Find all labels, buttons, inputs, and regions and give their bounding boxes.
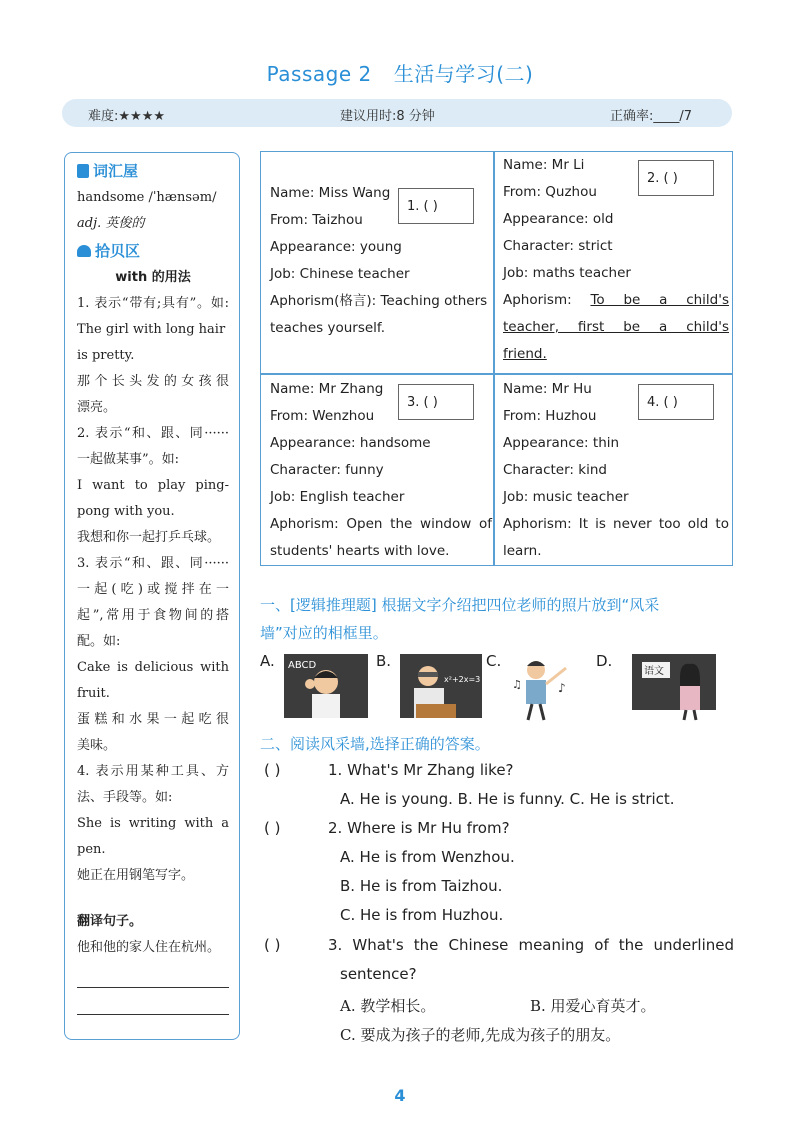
card-line-underlined: friend.: [503, 346, 547, 362]
picture-a[interactable]: [260, 652, 372, 722]
usage-line: 配。如:: [77, 634, 121, 649]
usage-line: Cake is delicious with: [77, 660, 229, 675]
card-line: Job: Chinese teacher: [270, 266, 410, 282]
teacher-photo-c: [508, 652, 578, 722]
usage-line: 4. 表示用某种工具、方: [77, 764, 229, 779]
page-number: 4: [394, 1086, 406, 1105]
card-line: Name: Mr Li: [503, 157, 585, 173]
shell-icon: [77, 245, 91, 257]
photo-frame-4[interactable]: 4. ( ): [638, 384, 714, 420]
question-3-option-a: A. 教学相长。: [340, 997, 436, 1015]
card-line-underlined: teacher, first be a child's: [503, 319, 729, 335]
info-bar: [62, 99, 732, 127]
svg-text:♪: ♪: [558, 681, 566, 695]
picture-c[interactable]: [486, 652, 586, 722]
question-2-option-c: C. He is from Huzhou.: [340, 906, 504, 924]
usage-line: 蛋糕和水果一起吃很: [77, 712, 229, 727]
picture-label: C.: [486, 652, 502, 670]
card-line: Job: maths teacher: [503, 265, 631, 281]
answer-paren-q1[interactable]: ( ): [264, 761, 281, 779]
usage-line: She is writing with a: [77, 816, 229, 831]
photo-frame-1[interactable]: 1. ( ): [398, 188, 474, 224]
card-line: Character: funny: [270, 462, 384, 478]
question-1-options: A. He is young. B. He is funny. C. He is strict.: [340, 790, 675, 808]
usage-line: 美味。: [77, 738, 117, 753]
card-line: Aphorism: Open the window of: [270, 516, 492, 532]
grid-divider-h: [261, 373, 732, 375]
usage-line: 那个长头发的女孩很: [77, 374, 229, 389]
section2-title: 二、阅读风采墙,选择正确的答案。: [260, 735, 490, 753]
usage-line: fruit.: [77, 686, 110, 701]
card-line: Appearance: thin: [503, 435, 620, 451]
vocab-heading: 词汇屋: [77, 157, 229, 185]
card-line: Aphorism: To be a child's: [503, 292, 729, 308]
card-line: Appearance: handsome: [270, 435, 431, 451]
page-title: [0, 58, 800, 87]
card-line: From: Quzhou: [503, 184, 597, 200]
question-3-option-b: B. 用爱心育英才。: [530, 997, 656, 1015]
teacher-photo-a: [282, 652, 370, 722]
sidebar: [64, 152, 240, 1040]
card-line: Name: Mr Zhang: [270, 381, 384, 397]
usage-line: is pretty.: [77, 348, 135, 363]
time-label: 建议用时:8 分钟: [340, 109, 435, 124]
card-line: Character: strict: [503, 238, 613, 254]
card-line: Character: kind: [503, 462, 607, 478]
card-line: From: Taizhou: [270, 212, 363, 228]
card-line: Name: Mr Hu: [503, 381, 592, 397]
question-2-stem: 2. Where is Mr Hu from?: [328, 819, 510, 837]
card-line: Job: music teacher: [503, 489, 629, 505]
answer-paren-q3[interactable]: ( ): [264, 936, 281, 954]
answer-line-2[interactable]: [77, 988, 229, 1015]
usage-line: 漂亮。: [77, 400, 117, 415]
picture-label: A.: [260, 652, 275, 670]
accuracy-label: 正确率:____/7: [610, 109, 693, 124]
grid-divider-v: [493, 152, 495, 565]
photo-frame-2[interactable]: 2. ( ): [638, 160, 714, 196]
usage-line: 一起做某事”。如:: [77, 452, 180, 467]
usage-line: 1. 表示“带有;具有”。如:: [77, 296, 229, 311]
board-text: ABCD: [288, 660, 317, 671]
usage-line: 她正在用钢笔写字。: [77, 868, 195, 883]
board-text: x²+2x=3: [444, 675, 481, 684]
book-icon: [77, 164, 89, 178]
usage-line: 3. 表示“和、跟、同······: [77, 556, 229, 571]
question-3-stem-cont: sentence?: [340, 965, 417, 983]
card-line: Appearance: young: [270, 239, 402, 255]
usage-line: I want to play ping-: [77, 478, 229, 493]
answer-paren-q2[interactable]: ( ): [264, 819, 281, 837]
teacher-grid: [260, 151, 733, 566]
usage-line: The girl with long hair: [77, 322, 226, 337]
teacher-photo-b: [398, 652, 484, 722]
card-line: From: Huzhou: [503, 408, 597, 424]
usage-title: with 的用法: [115, 270, 191, 285]
topic-label: 生活与学习(二): [393, 62, 534, 86]
vocab-pos: adj. 英俊的: [77, 216, 145, 231]
card-line: Job: English teacher: [270, 489, 405, 505]
card-line: Aphorism(格言): Teaching others: [270, 293, 488, 309]
section1-title-line1: 一、[逻辑推理题] 根据文字介绍把四位老师的照片放到“风采: [260, 596, 660, 614]
vocab-word: handsome /ˈhænsəm/: [77, 190, 217, 205]
usage-lines: [77, 291, 229, 889]
photo-frame-3[interactable]: 3. ( ): [398, 384, 474, 420]
teacher-photo-d: [618, 652, 718, 722]
passage-label: Passage 2: [266, 62, 372, 86]
shell-heading: 拾贝区: [77, 237, 229, 265]
question-1-stem: 1. What's Mr Zhang like?: [328, 761, 514, 779]
difficulty-label: 难度:★★★★: [88, 109, 165, 124]
card-line: Appearance: old: [503, 211, 614, 227]
board-text: 语文: [644, 666, 664, 677]
section1-title-line2: 墙”对应的相框里。: [260, 624, 388, 642]
usage-line: pen.: [77, 842, 106, 857]
usage-line: 法、手段等。如:: [77, 790, 173, 805]
question-2-option-a: A. He is from Wenzhou.: [340, 848, 515, 866]
usage-line: pong with you.: [77, 504, 175, 519]
translate-title: 翻译句子。: [77, 914, 143, 929]
picture-b[interactable]: [376, 652, 486, 722]
svg-text:♫: ♫: [512, 678, 522, 691]
question-3-stem: 3. What's the Chinese meaning of the underlined: [328, 936, 734, 954]
card-line: Aphorism: It is never too old to: [503, 516, 729, 532]
question-2-option-b: B. He is from Taizhou.: [340, 877, 503, 895]
picture-label: D.: [596, 652, 613, 670]
usage-line: 一起(吃)或搅拌在一: [77, 582, 229, 597]
usage-line: 2. 表示“和、跟、同······: [77, 426, 229, 441]
card-line: From: Wenzhou: [270, 408, 375, 424]
usage-line: 起”,常用于食物间的搭: [77, 608, 229, 623]
question-3-option-c: C. 要成为孩子的老师,先成为孩子的朋友。: [340, 1026, 621, 1044]
card-line: teaches yourself.: [270, 320, 385, 336]
card-line: learn.: [503, 543, 542, 559]
card-line: students' hearts with love.: [270, 543, 450, 559]
picture-d[interactable]: [596, 652, 726, 722]
picture-label: B.: [376, 652, 392, 670]
card-line: Name: Miss Wang: [270, 185, 391, 201]
answer-line-1[interactable]: [77, 961, 229, 988]
translate-sentence: 他和他的家人住在杭州。: [77, 940, 221, 955]
usage-line: 我想和你一起打乒乓球。: [77, 530, 221, 545]
